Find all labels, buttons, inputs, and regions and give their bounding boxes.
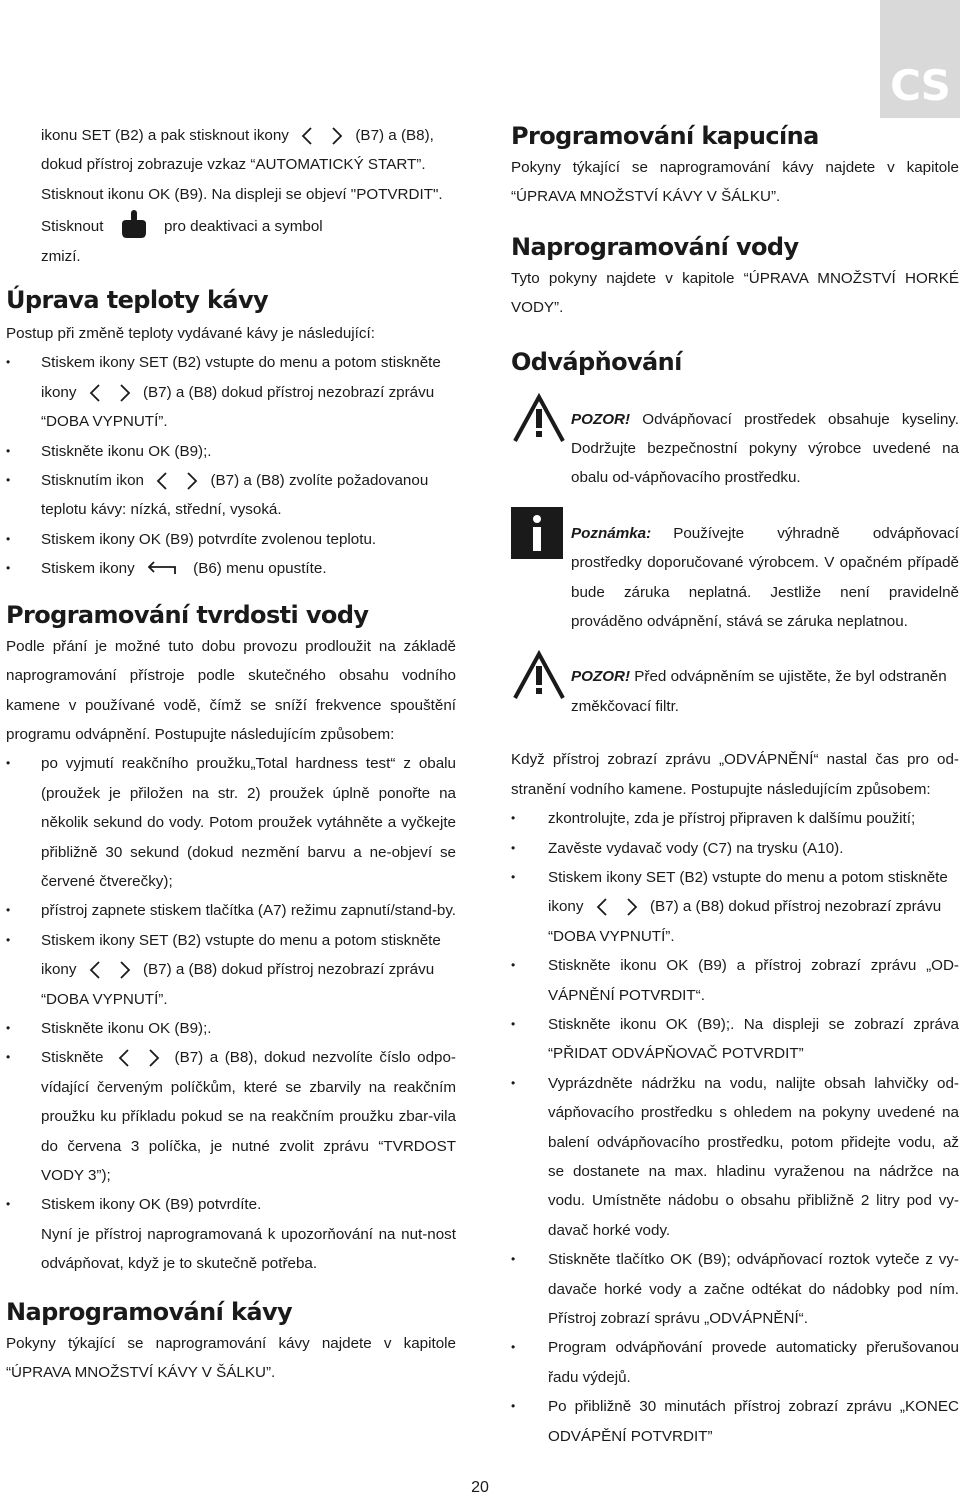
section-title-water-hardness: Programování tvrdosti vody	[6, 600, 369, 629]
note-box: Poznámka: Používejte výhradně odvápňovací prostředky doporučované výrobcem. V opačném případě bude záruka neplatná. Jestliže není pravidelně prováděno odvápnění, stává se záruka neplatnou.	[511, 519, 959, 637]
list-item: • Program odvápňování provede automaticky přerušovanou řadu výdejů.	[511, 1333, 959, 1392]
temperature-intro: Postup při změně teploty vydávané kávy je následující:	[6, 325, 375, 343]
hardness-steps	[6, 749, 456, 1220]
list-item: • Stiskněte ikonu OK (B9);.	[6, 437, 456, 466]
warning-box: POZOR! Před odvápněním se ujistěte, že byl odstraněn změkčovací filtr.	[511, 662, 959, 721]
list-item: • Stisknutím ikon (B7) a (B8) zvolíte požadovanou teplotu kávy: nízká, střední, vysoká.	[6, 466, 456, 525]
page-number: 20	[471, 1479, 489, 1496]
section-title-cappuccino: Programování kapucína	[511, 122, 819, 150]
descaling-intro: Když přístroj zobrazí zprávu „ODVÁPNĚNÍ“ nastal čas pro od-stranění vodního kamene. Postupujte následujícím způsobem:	[511, 751, 959, 798]
list-item: • Stiskněte (B7) a (B8), dokud nezvolíte číslo odpo-vídající červeným políčkům, které se zbarvily na reakčním proužku ku příkladu pokud se na reakčním proužku zbar-vila do červena 3 políčka, je nutné zvolit zprávu “TVRDOST VODY 3”);	[6, 1043, 456, 1190]
cappuccino-text: Pokyny týkající se naprogramování kávy najdete v kapitole “ÚPRAVA MNOŽSTVÍ KÁVY V ŠÁLKU”.	[511, 159, 959, 206]
list-item: • Stiskněte ikonu OK (B9);. Na displeji se zobrazí zpráva “PŘIDAT ODVÁPŇOVAČ POTVRDIT”	[511, 1010, 959, 1069]
list-item: • Stiskněte ikonu OK (B9) a přístroj zobrazí zprávu „OD-VÁPNĚNÍ POTVRDIT“.	[511, 951, 959, 1010]
hardness-intro: Podle přání je možné tuto dobu provozu prodloužit na základě naprogramování přístroje podle skutečného obsahu vodního kamene v používané vodě, čímž se sníží frekvence spouštění programu odvápnění. Postupujte následujícím způsobem:	[6, 637, 456, 743]
right-column	[511, 121, 959, 1451]
coffee-text: Pokyny týkající se naprogramování kávy najdete v kapitole “ÚPRAVA MNOŽSTVÍ KÁVY V ŠÁLKU”.	[6, 1334, 456, 1382]
list-item: • Stiskem ikony OK (B9) potvrdíte zvolenou teplotu.	[6, 525, 456, 554]
language-tab: CS	[880, 0, 960, 118]
descaling-steps	[511, 804, 959, 1451]
section-title-coffee: Naprogramování kávy	[6, 1297, 293, 1326]
list-item: • po vyjmutí reakčního proužku„Total hardness test“ z obalu (proužek je přiložen na str. 2) proužek úplně ponořte na několik sekund do vody. Potom proužek vytáhněte a vyčkejte přibližně 30 sekund (dokud nezmění barvu a ne-objeví se červené čtverečky);	[6, 749, 456, 896]
warning-box: POZOR! Odvápňovací prostředek obsahuje kyseliny. Dodržujte bezpečnostní pokyny výrobce uvedené na obalu od-vápňovacího prostředku.	[511, 405, 959, 493]
list-item: • přístroj zapnete stiskem tlačítka (A7) režimu zapnutí/stand-by.	[6, 896, 456, 925]
chevron-left-right-icon	[152, 470, 202, 492]
left-column	[6, 121, 456, 1387]
temperature-steps	[6, 348, 456, 583]
list-item: • Stiskem ikony SET (B2) vstupte do menu a potom stiskněte ikony (B7) a (B8) dokud přístroj nezobrazí zprávu “DOBA VYPNUTÍ”.	[6, 926, 456, 1014]
hardness-after: Nyní je přístroj naprogramovaná k upozorňování na nut-nost odvápňovat, když je to skutečně potřeba.	[41, 1225, 456, 1273]
hand-touch-icon	[114, 209, 154, 239]
chevron-left-right-icon	[85, 959, 135, 981]
warning-triangle-icon	[511, 393, 567, 445]
warning-triangle-icon	[511, 650, 567, 702]
list-item: • Vyprázdněte nádržku na vodu, nalijte obsah lahvičky od-vápňovacího prostředku s ohledem na pokyny uvedené na balení odvápňovacího prostředku, potom přidejte vodu, až se dostanete na max. hladinu vyraženou na nádržce na vodu. Umístněte nádobu o obsahu přibližně 2 litry pod vy-davač horké vody.	[511, 1069, 959, 1245]
list-item: • Stiskem ikony OK (B9) potvrdíte.	[6, 1190, 456, 1219]
section-title-temperature: Úprava teploty kávy	[6, 286, 269, 315]
list-item: • zkontrolujte, zda je přístroj připraven k dalšímu použití;	[511, 804, 959, 833]
chevron-left-right-icon	[114, 1047, 164, 1069]
continuation-text: ikonu SET (B2) a pak stisknout ikony (B7) a (B8), dokud přístroj zobrazuje vzkaz “AUTOMATICKÝ START”. Stisknout ikonu OK (B9). Na displeji se objeví "POTVRDIT". Stisknout pro deaktivaci a symbol zmizí.	[6, 121, 456, 271]
list-item: • Po přibližně 30 minutách přístroj zobrazí zprávu „KONEC ODVÁPĚNÍ POTVRDIT”	[511, 1392, 959, 1451]
chevron-left-right-icon	[85, 382, 135, 404]
back-arrow-icon	[145, 560, 183, 578]
water-text: Tyto pokyny najdete v kapitole “ÚPRAVA MNOŽSTVÍ HORKÉ VODY”.	[511, 269, 959, 317]
list-item: • Stiskněte ikonu OK (B9);.	[6, 1014, 456, 1043]
chevron-left-right-icon	[297, 125, 347, 147]
chevron-left-right-icon	[592, 896, 642, 918]
info-icon	[511, 507, 563, 559]
list-item: • Stiskněte tlačítko OK (B9); odvápňovací roztok vyteče z vy-davače horké vody a začne odtékat do nádobky pod ním. Přístroj zobrazí správu „ODVÁPNĚNÍ“.	[511, 1245, 959, 1333]
list-item: • Stiskem ikony SET (B2) vstupte do menu a potom stiskněte ikony (B7) a (B8) dokud přístroj nezobrazí zprávu “DOBA VYPNUTÍ”.	[511, 863, 959, 951]
list-item: • Zavěste vydavač vody (C7) na trysku (A10).	[511, 834, 959, 863]
section-title-water: Naprogramování vody	[511, 232, 799, 261]
list-item: • Stiskem ikony SET (B2) vstupte do menu a potom stiskněte ikony (B7) a (B8) dokud přístroj nezobrazí zprávu “DOBA VYPNUTÍ”.	[6, 348, 456, 436]
list-item: • Stiskem ikony (B6) menu opustíte.	[6, 554, 456, 583]
section-title-descaling: Odvápňování	[511, 347, 682, 376]
